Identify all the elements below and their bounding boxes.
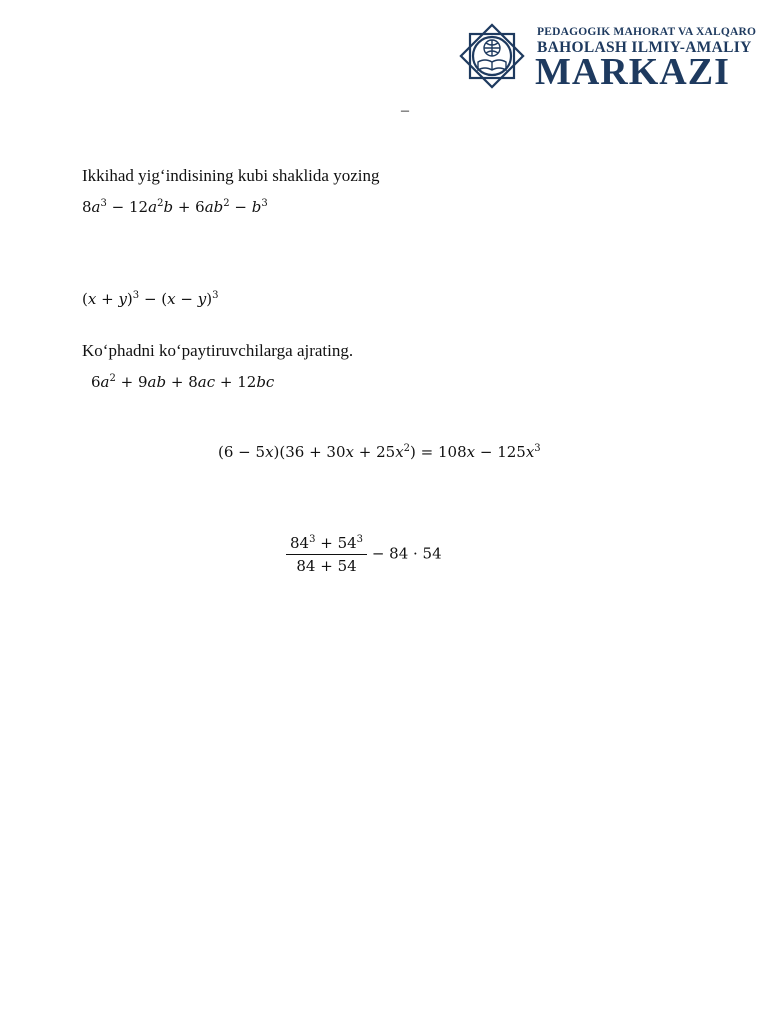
task3-instruction: Ko‘phadni ko‘paytiruvchilarga ajrating.: [82, 341, 354, 360]
task3-expression: $6a^2 + 9ab + 8ac + 12bc$: [91, 373, 275, 391]
fraction: $\frac{84^3 + 54^3}{84 + 54}$: [286, 534, 367, 575]
separator-dash: –: [401, 102, 409, 119]
task1-instruction: Ikkihad yig‘indisining kubi shaklida yozing: [82, 166, 380, 185]
task4-equation: $(6 - 5x)(36 + 30x + 25x^2) = 108x - 125x^3$: [218, 443, 541, 461]
org-name-line2: BAHOLASH ILMIY-AMALIY: [537, 39, 752, 56]
org-name-line3: MARKAZI: [535, 51, 730, 93]
task2-expression: $(x + y)^3 - (x - y)^3$: [82, 290, 219, 308]
task1-expression: $8a^3 - 12a^2b + 6ab^2 - b^3$: [82, 198, 268, 216]
task5-expression: $\frac{84^3 + 54^3}{84 + 54}$ − 84 · 54: [286, 534, 442, 575]
logo-emblem: [454, 18, 530, 94]
org-name-line1: PEDAGOGIK MAHORAT VA XALQARO: [537, 26, 757, 38]
